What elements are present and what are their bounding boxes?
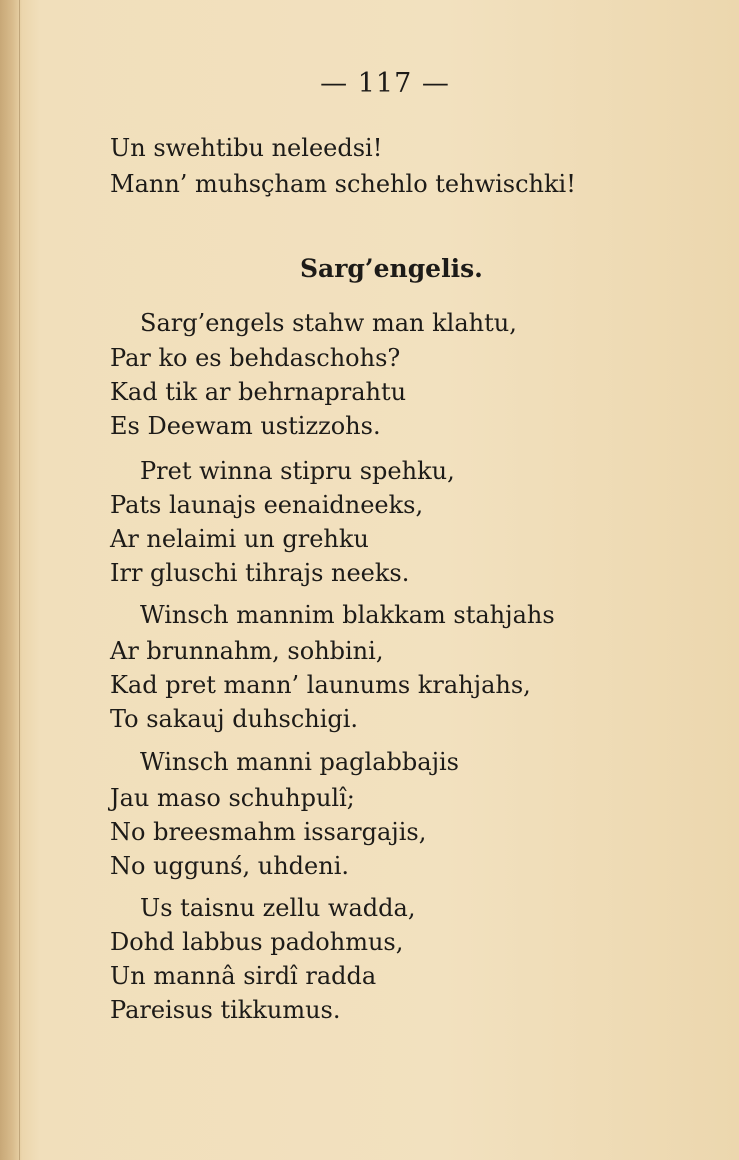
poem-line: Jau maso schuhpulî; bbox=[110, 784, 355, 812]
poem-line: Sarg’engels stahw man klahtu, bbox=[140, 309, 517, 337]
poem-line: Irr gluschi tihrajs neeks. bbox=[110, 559, 410, 587]
poem-line: To sakauj duhschigi. bbox=[110, 705, 359, 733]
poem-line: Winsch manni paglabbajis bbox=[140, 748, 459, 776]
page-number: — 117 — bbox=[320, 68, 450, 99]
poem-line: Us taisnu zellu wadda, bbox=[140, 894, 416, 922]
poem-line: Pareisus tikkumus. bbox=[110, 996, 341, 1024]
poem-title: Sarg’engelis. bbox=[300, 254, 483, 283]
poem-line: Es Deewam ustizzohs. bbox=[110, 412, 381, 440]
poem-line: Dohd labbus padohmus, bbox=[110, 928, 404, 956]
poem-line: No uggunś, uhdeni. bbox=[110, 852, 349, 880]
poem-line: Pats launajs eenaidneeks, bbox=[110, 491, 424, 519]
poem-line: Ar brunnahm, sohbini, bbox=[110, 637, 384, 665]
intro-line: Mann’ muhsçham schehlo tehwischki! bbox=[110, 170, 576, 198]
poem-line: Kad pret mann’ launums krahjahs, bbox=[110, 671, 531, 699]
poem-line: Kad tik ar behrnaprahtu bbox=[110, 378, 407, 406]
gutter-edge bbox=[19, 0, 20, 1160]
poem-line: No breesmahm issargajis, bbox=[110, 818, 427, 846]
poem-line: Winsch mannim blakkam stahjahs bbox=[140, 601, 555, 629]
intro-line: Un swehtibu neleedsi! bbox=[110, 134, 383, 162]
poem-line: Ar nelaimi un grehku bbox=[110, 525, 369, 553]
poem-line: Pret winna stipru spehku, bbox=[140, 457, 455, 485]
poem-line: Par ko es behdaschohs? bbox=[110, 344, 401, 372]
poem-line: Un mannâ sirdî radda bbox=[110, 962, 377, 990]
